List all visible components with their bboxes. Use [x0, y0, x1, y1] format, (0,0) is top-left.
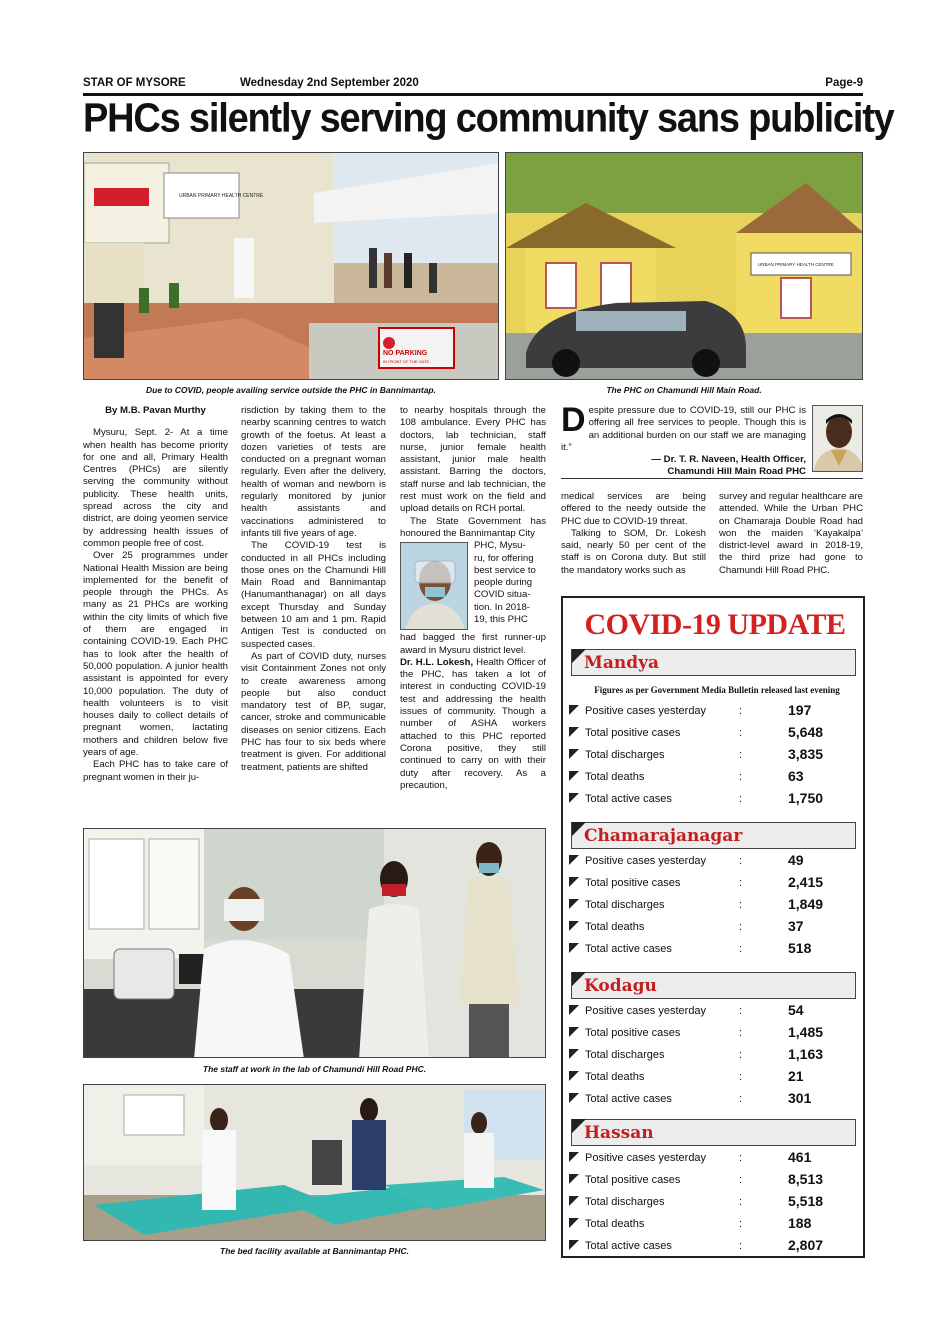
caption-chamundi: The PHC on Chamundi Hill Main Road. — [606, 385, 762, 395]
covid-subtitle: Figures as per Government Media Bulletin released last evening — [594, 685, 840, 695]
stat-value: 8,513 — [788, 1171, 824, 1187]
arrow-bullet-icon — [569, 1218, 579, 1228]
photo-lab-staff — [83, 828, 546, 1058]
bannimantap-scene-image — [84, 153, 499, 380]
article-paragraph: The COVID-19 test is conducted in all PHCs including those ones on the Chamundi Hill Main Road and Bannimantap (Hanumanthanagar) on all days except Thursday and Sunday between 10 am and 1 pm. Rapid Antigen Test is conducted on suspected cases. — [241, 540, 386, 650]
stat-label: Total positive cases — [585, 1174, 681, 1186]
stat-label: Positive cases yesterday — [585, 855, 707, 867]
stat-value: 1,485 — [788, 1024, 824, 1040]
arrow-bullet-icon — [569, 1174, 579, 1184]
byline: By M.B. Pavan Murthy — [105, 405, 206, 416]
arrow-bullet-icon — [569, 855, 579, 865]
stat-row: Total positive cases : 2,415 — [569, 873, 859, 895]
stat-row: Total positive cases : 8,513 — [569, 1170, 859, 1192]
stat-row: Total positive cases : 5,648 — [569, 723, 859, 745]
stat-row: Total active cases : 301 — [569, 1089, 859, 1111]
stat-value: 1,849 — [788, 896, 824, 912]
arrow-bullet-icon — [569, 899, 579, 909]
naveen-photo — [813, 406, 863, 472]
beds-scene-image — [84, 1085, 546, 1241]
quote-divider — [561, 478, 863, 479]
article-wrap-line: COVID situa- — [474, 589, 531, 601]
article-column-2 — [241, 405, 386, 774]
stat-row: Total deaths : 21 — [569, 1067, 859, 1089]
stat-label: Total positive cases — [585, 1027, 681, 1039]
article-paragraph: As part of COVID duty, nurses visit Containment Zones not only to create awareness among people but also conduct mandatory test of BP, sugar, cancer, stroke and communicable diseases on senior citizens. Each PHC has four to six beds where treatment is given. For additional treatment, patients are shifted — [241, 650, 386, 773]
urban-phc-sign-text: URBAN PRIMARY HEALTH CENTRE — [179, 193, 264, 199]
stat-label: Total discharges — [585, 1049, 665, 1061]
photo-chamundi-hill-phc — [505, 152, 863, 380]
quote-attribution-2: Chamundi Hill Main Road PHC — [667, 466, 806, 478]
caption-bannimantap: Due to COVID, people availing service outside the PHC in Bannimantap. — [145, 385, 436, 395]
arrow-bullet-icon — [569, 793, 579, 803]
caption-lab: The staff at work in the lab of Chamundi Hill Road PHC. — [202, 1064, 427, 1074]
article-wrap-line: ru, for offering — [474, 552, 534, 564]
stat-row: Total active cases : 2,807 — [569, 1236, 859, 1258]
arrow-bullet-icon — [569, 1196, 579, 1206]
stat-value: 2,415 — [788, 874, 824, 890]
article-wrap-line: people during — [474, 577, 533, 589]
stat-label: Total discharges — [585, 899, 665, 911]
stat-value: 5,518 — [788, 1193, 824, 1209]
article-wrap-line: tion. In 2018- — [474, 601, 531, 613]
arrow-bullet-icon — [569, 921, 579, 931]
stat-value: 518 — [788, 940, 812, 956]
stat-label: Total deaths — [585, 771, 645, 783]
page-number: Page-9 — [825, 77, 863, 89]
lokesh-photo — [401, 543, 468, 630]
stat-label: Total deaths — [585, 921, 645, 933]
stat-row: Total deaths : 188 — [569, 1214, 859, 1236]
stat-value: 5,648 — [788, 724, 824, 740]
stat-row: Total active cases : 518 — [569, 939, 859, 961]
article-paragraph — [400, 657, 546, 792]
stat-row: Positive cases yesterday : 197 — [569, 701, 859, 723]
article-wrap-line: best service to — [474, 564, 536, 576]
arrow-bullet-icon — [569, 1071, 579, 1081]
headline: PHCs silently serving community sans publicity — [83, 96, 894, 142]
arrow-bullet-icon — [569, 943, 579, 953]
article-paragraph: Talking to SOM, Dr. Lokesh said, nearly 50 per cent of the staff is on Corona duty. But still the mandatory works such as — [561, 527, 706, 576]
stat-value: 1,750 — [788, 790, 824, 806]
stat-value: 21 — [788, 1068, 804, 1084]
stat-label: Total active cases — [585, 1240, 672, 1252]
article-paragraph: had bagged the first runner-up award in Mysuru district level. — [400, 632, 546, 656]
caption-beds: The bed facility available at Bannimantap PHC. — [220, 1246, 409, 1256]
stat-label: Total deaths — [585, 1071, 645, 1083]
chamundi-phc-image — [506, 153, 863, 380]
stat-row: Total discharges : 1,849 — [569, 895, 859, 917]
district-header-mandya: Mandya — [571, 649, 856, 676]
drop-cap: D — [561, 401, 586, 439]
no-parking-sign-text: NO PARKING — [383, 350, 428, 357]
article-column-4 — [561, 491, 706, 577]
stat-row: Total discharges : 3,835 — [569, 745, 859, 767]
photo-bannimantap-phc — [83, 152, 499, 380]
stat-label: Total discharges — [585, 1196, 665, 1208]
stat-value: 461 — [788, 1149, 812, 1165]
article-column-3 — [400, 405, 546, 792]
stat-value: 63 — [788, 768, 804, 784]
arrow-bullet-icon — [569, 1027, 579, 1037]
newspaper-name: STAR OF MYSORE — [83, 77, 186, 89]
article-paragraph: medical services are being offered to the needy outside the PHC due to COVID-19 threat. — [561, 491, 706, 527]
stat-row: Positive cases yesterday : 461 — [569, 1148, 859, 1170]
arrow-bullet-icon — [569, 749, 579, 759]
page-header — [83, 77, 863, 93]
arrow-bullet-icon — [569, 1152, 579, 1162]
article-wrap-line: 19, this PHC — [474, 614, 528, 626]
stat-label: Positive cases yesterday — [585, 1152, 707, 1164]
chamundi-phc-sign-text: URBAN PRIMARY HEALTH CENTRE — [758, 262, 834, 267]
portrait-naveen — [812, 405, 863, 472]
article-column-1 — [83, 405, 228, 784]
article-paragraph: Mysuru, Sept. 2- At a time when health has become priority for one and all, Primary Health Centres (PHCs) are silently serving the community without publicity. These health units, spread across the city and district, are doing yeomen service by addressing health issues of common people free of cost. — [83, 427, 228, 549]
arrow-bullet-icon — [569, 727, 579, 737]
stat-label: Total active cases — [585, 793, 672, 805]
dr-lokesh-name: Dr. H.L. Lokesh, — [400, 656, 474, 668]
district-header-hassan: Hassan — [571, 1119, 856, 1146]
article-column-5 — [719, 491, 863, 577]
stat-row: Total positive cases : 1,485 — [569, 1023, 859, 1045]
stat-label: Total active cases — [585, 943, 672, 955]
photo-bed-facility — [83, 1084, 546, 1241]
stat-value: 1,163 — [788, 1046, 824, 1062]
covid-update-title: COVID-19 UPDATE — [584, 608, 846, 641]
arrow-bullet-icon — [569, 877, 579, 887]
article-wrap-line: PHC, Mysu- — [474, 540, 526, 552]
lab-scene-image — [84, 829, 546, 1058]
article-paragraph: Each PHC has to take care of pregnant women in their ju- — [83, 759, 228, 783]
article-paragraph: Over 25 programmes under National Health Mission are being implemented for the benefit of people through the PHCs. As many as 21 PHCs are working within the city limits of which five of them are engaged in containing COVID-19. Each PHC has to look after the health of 50,000 population. A junior health assistant is appointed for every 10,000 population. The duty of health volunteers is to visit houses daily to collect details of pregnant women, lactating mothers and children below five years of age. — [83, 550, 228, 759]
stat-value: 37 — [788, 918, 804, 934]
article-text: Health Officer of the PHC, has taken a lot of interest in conducting COVID-19 test and addressing the health issues of community. Though a number of ASHA workers attached to this PHC reported Corona positive, they still continued to carry on with their duty after recovery. As a precaution, — [400, 656, 546, 791]
arrow-bullet-icon — [569, 1005, 579, 1015]
stat-row: Positive cases yesterday : 49 — [569, 851, 859, 873]
stat-row: Total deaths : 37 — [569, 917, 859, 939]
district-header-chamarajanagar: Chamarajanagar — [571, 822, 856, 849]
stat-value: 54 — [788, 1002, 804, 1018]
stat-label: Positive cases yesterday — [585, 705, 707, 717]
stat-row: Positive cases yesterday : 54 — [569, 1001, 859, 1023]
arrow-bullet-icon — [569, 1093, 579, 1103]
stat-row: Total deaths : 63 — [569, 767, 859, 789]
article-paragraph: risdiction by taking them to the nearby scanning centres to watch growth of the foetus. At least a dozen varieties of tests are conducted on a pregnant woman regularly. Even after the delivery, health of woman and newborn is regularly monitored by junior health assistants and vaccinations administered to infants till five years of age. — [241, 405, 386, 539]
article-paragraph: The State Government has honoured the Bannimantap City — [400, 515, 546, 539]
stat-value: 49 — [788, 852, 804, 868]
stat-value: 301 — [788, 1090, 812, 1106]
quote-attribution-1: — Dr. T. R. Naveen, Health Officer, — [651, 454, 806, 466]
district-header-kodagu: Kodagu — [571, 972, 856, 999]
stat-label: Total positive cases — [585, 727, 681, 739]
covid-update-box — [561, 596, 865, 1258]
stat-label: Total discharges — [585, 749, 665, 761]
arrow-bullet-icon — [569, 1049, 579, 1059]
stat-label: Total positive cases — [585, 877, 681, 889]
stat-value: 188 — [788, 1215, 812, 1231]
stat-row: Total discharges : 5,518 — [569, 1192, 859, 1214]
stat-label: Total active cases — [585, 1093, 672, 1105]
pull-quote — [561, 401, 806, 479]
stat-value: 2,807 — [788, 1237, 824, 1253]
stat-row: Total discharges : 1,163 — [569, 1045, 859, 1067]
quote-text: espite pressure due to COVID-19, still our PHC is offering all free services to people. Though this is an additional burden on our staff we are managing it.” — [561, 405, 806, 453]
article-paragraph: survey and regular healthcare are attended. While the Urban PHC on Chamaraja Double Road had won the maiden ‘Kayakalpa’ district-level award in 2018-19, the third prize had gone to Chamundi Hill Road PHC. — [719, 491, 863, 576]
stat-row: Total active cases : 1,750 — [569, 789, 859, 811]
arrow-bullet-icon — [569, 1240, 579, 1250]
portrait-lokesh — [400, 542, 468, 630]
stat-value: 3,835 — [788, 746, 824, 762]
stat-label: Total deaths — [585, 1218, 645, 1230]
stat-label: Positive cases yesterday — [585, 1005, 707, 1017]
arrow-bullet-icon — [569, 705, 579, 715]
no-parking-sign-subtext: IN FRONT OF THE GATE — [383, 359, 430, 364]
issue-date: Wednesday 2nd September 2020 — [240, 77, 419, 89]
article-paragraph: to nearby hospitals through the 108 ambulance. Every PHC has doctors, lab technician, staff nurse, junior female health assistant, junior male health assistant. Barring the doctors, staff nurse and lab technician, the rest must work on the field and upload details on RCH portal. — [400, 405, 546, 515]
stat-value: 197 — [788, 702, 812, 718]
arrow-bullet-icon — [569, 771, 579, 781]
